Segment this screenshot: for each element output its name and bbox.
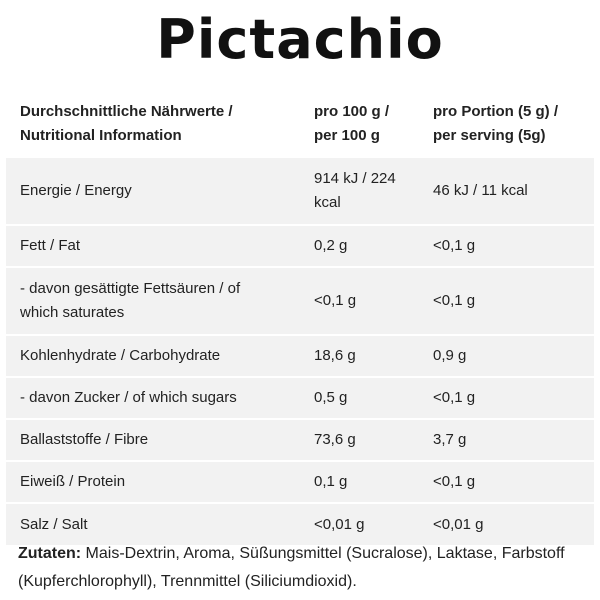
header-per-portion-line2: per serving (5g) bbox=[433, 127, 546, 144]
header-per-100g-line1: pro 100 g / bbox=[314, 103, 390, 120]
value-per-portion bbox=[419, 461, 594, 503]
nutrient-name-line: Ballaststoffe / Fibre bbox=[20, 431, 149, 448]
value-per-100g-line: 0,1 g bbox=[314, 473, 348, 490]
header-nutrients-line2: Nutritional Information bbox=[20, 127, 182, 144]
nutrient-name bbox=[6, 267, 300, 335]
value-per-portion-line: <0,1 g bbox=[433, 389, 476, 406]
value-per-100g-line: 914 kJ / 224 bbox=[314, 170, 396, 187]
nutrient-name-line: - davon gesättigte Fettsäuren / of bbox=[20, 280, 241, 297]
ingredients-label: Zutaten: bbox=[18, 545, 82, 562]
header-per-100g-line2: per 100 g bbox=[314, 127, 380, 144]
value-per-portion-line: <0,01 g bbox=[433, 515, 484, 533]
value-per-100g-line: 0,2 g bbox=[314, 237, 348, 254]
value-per-portion bbox=[419, 377, 594, 419]
nutrient-name bbox=[6, 461, 300, 503]
value-per-100g bbox=[300, 225, 419, 267]
nutrient-name-line: Salz / Salt bbox=[20, 515, 88, 533]
nutrient-name bbox=[6, 503, 300, 545]
value-per-100g bbox=[300, 377, 419, 419]
header-per-100g bbox=[300, 92, 419, 157]
value-per-100g-line: 73,6 g bbox=[314, 431, 356, 448]
value-per-portion-line: <0,1 g bbox=[433, 237, 476, 254]
table-row bbox=[6, 419, 594, 461]
table-row bbox=[6, 377, 594, 419]
header-nutrients bbox=[6, 92, 300, 157]
nutrient-name-line: Kohlenhydrate / Carbohydrate bbox=[20, 347, 221, 364]
value-per-portion-line: 46 kJ / 11 kcal bbox=[433, 182, 528, 199]
value-per-portion-line: 3,7 g bbox=[433, 431, 467, 448]
table-row bbox=[6, 157, 594, 225]
nutrient-name-line: Energie / Energy bbox=[20, 182, 132, 199]
value-per-portion bbox=[419, 157, 594, 225]
value-per-portion bbox=[419, 503, 594, 545]
nutrient-name bbox=[6, 225, 300, 267]
value-per-100g-line: kcal bbox=[314, 194, 341, 211]
product-title: Pictachio bbox=[156, 8, 444, 71]
value-per-100g-line: 18,6 g bbox=[314, 347, 356, 364]
table-row bbox=[6, 461, 594, 503]
header-per-portion bbox=[419, 92, 594, 157]
nutrient-name bbox=[6, 377, 300, 419]
value-per-100g-line: <0,01 g bbox=[314, 515, 365, 533]
table-row bbox=[6, 267, 594, 335]
nutrient-name bbox=[6, 157, 300, 225]
ingredients-text bbox=[18, 540, 588, 596]
table-row bbox=[6, 335, 594, 377]
value-per-portion-line: <0,1 g bbox=[433, 292, 476, 309]
value-per-portion-line: <0,1 g bbox=[433, 473, 476, 490]
ingredients-list: Mais-Dextrin, Aroma, Süßungsmittel (Sucralose), Laktase, Farbstoff (Kupferchlorophyll), Trennmittel (Siliciumdioxid). bbox=[18, 545, 565, 590]
nutrient-name-line: - davon Zucker / of which sugars bbox=[20, 389, 237, 406]
nutrient-name-line: Fett / Fat bbox=[20, 237, 81, 254]
value-per-100g bbox=[300, 503, 419, 545]
nutrient-name bbox=[6, 335, 300, 377]
value-per-100g-line: 0,5 g bbox=[314, 389, 348, 406]
value-per-100g bbox=[300, 335, 419, 377]
value-per-100g-line: <0,1 g bbox=[314, 292, 357, 309]
value-per-portion-line: 0,9 g bbox=[433, 347, 467, 364]
nutrient-name-line: which saturates bbox=[20, 304, 125, 321]
nutrient-name-line: Eiweiß / Protein bbox=[20, 473, 126, 490]
value-per-portion bbox=[419, 267, 594, 335]
value-per-100g bbox=[300, 461, 419, 503]
header-nutrients-line1: Durchschnittliche Nährwerte / bbox=[20, 103, 233, 120]
value-per-portion bbox=[419, 225, 594, 267]
header-per-portion-line1: pro Portion (5 g) / bbox=[433, 103, 558, 120]
nutrient-name bbox=[6, 419, 300, 461]
value-per-100g bbox=[300, 267, 419, 335]
table-row bbox=[6, 503, 594, 545]
table-row bbox=[6, 225, 594, 267]
value-per-100g bbox=[300, 157, 419, 225]
nutrition-table bbox=[6, 92, 594, 545]
value-per-portion bbox=[419, 335, 594, 377]
value-per-100g bbox=[300, 419, 419, 461]
table-header-row bbox=[6, 92, 594, 157]
value-per-portion bbox=[419, 419, 594, 461]
